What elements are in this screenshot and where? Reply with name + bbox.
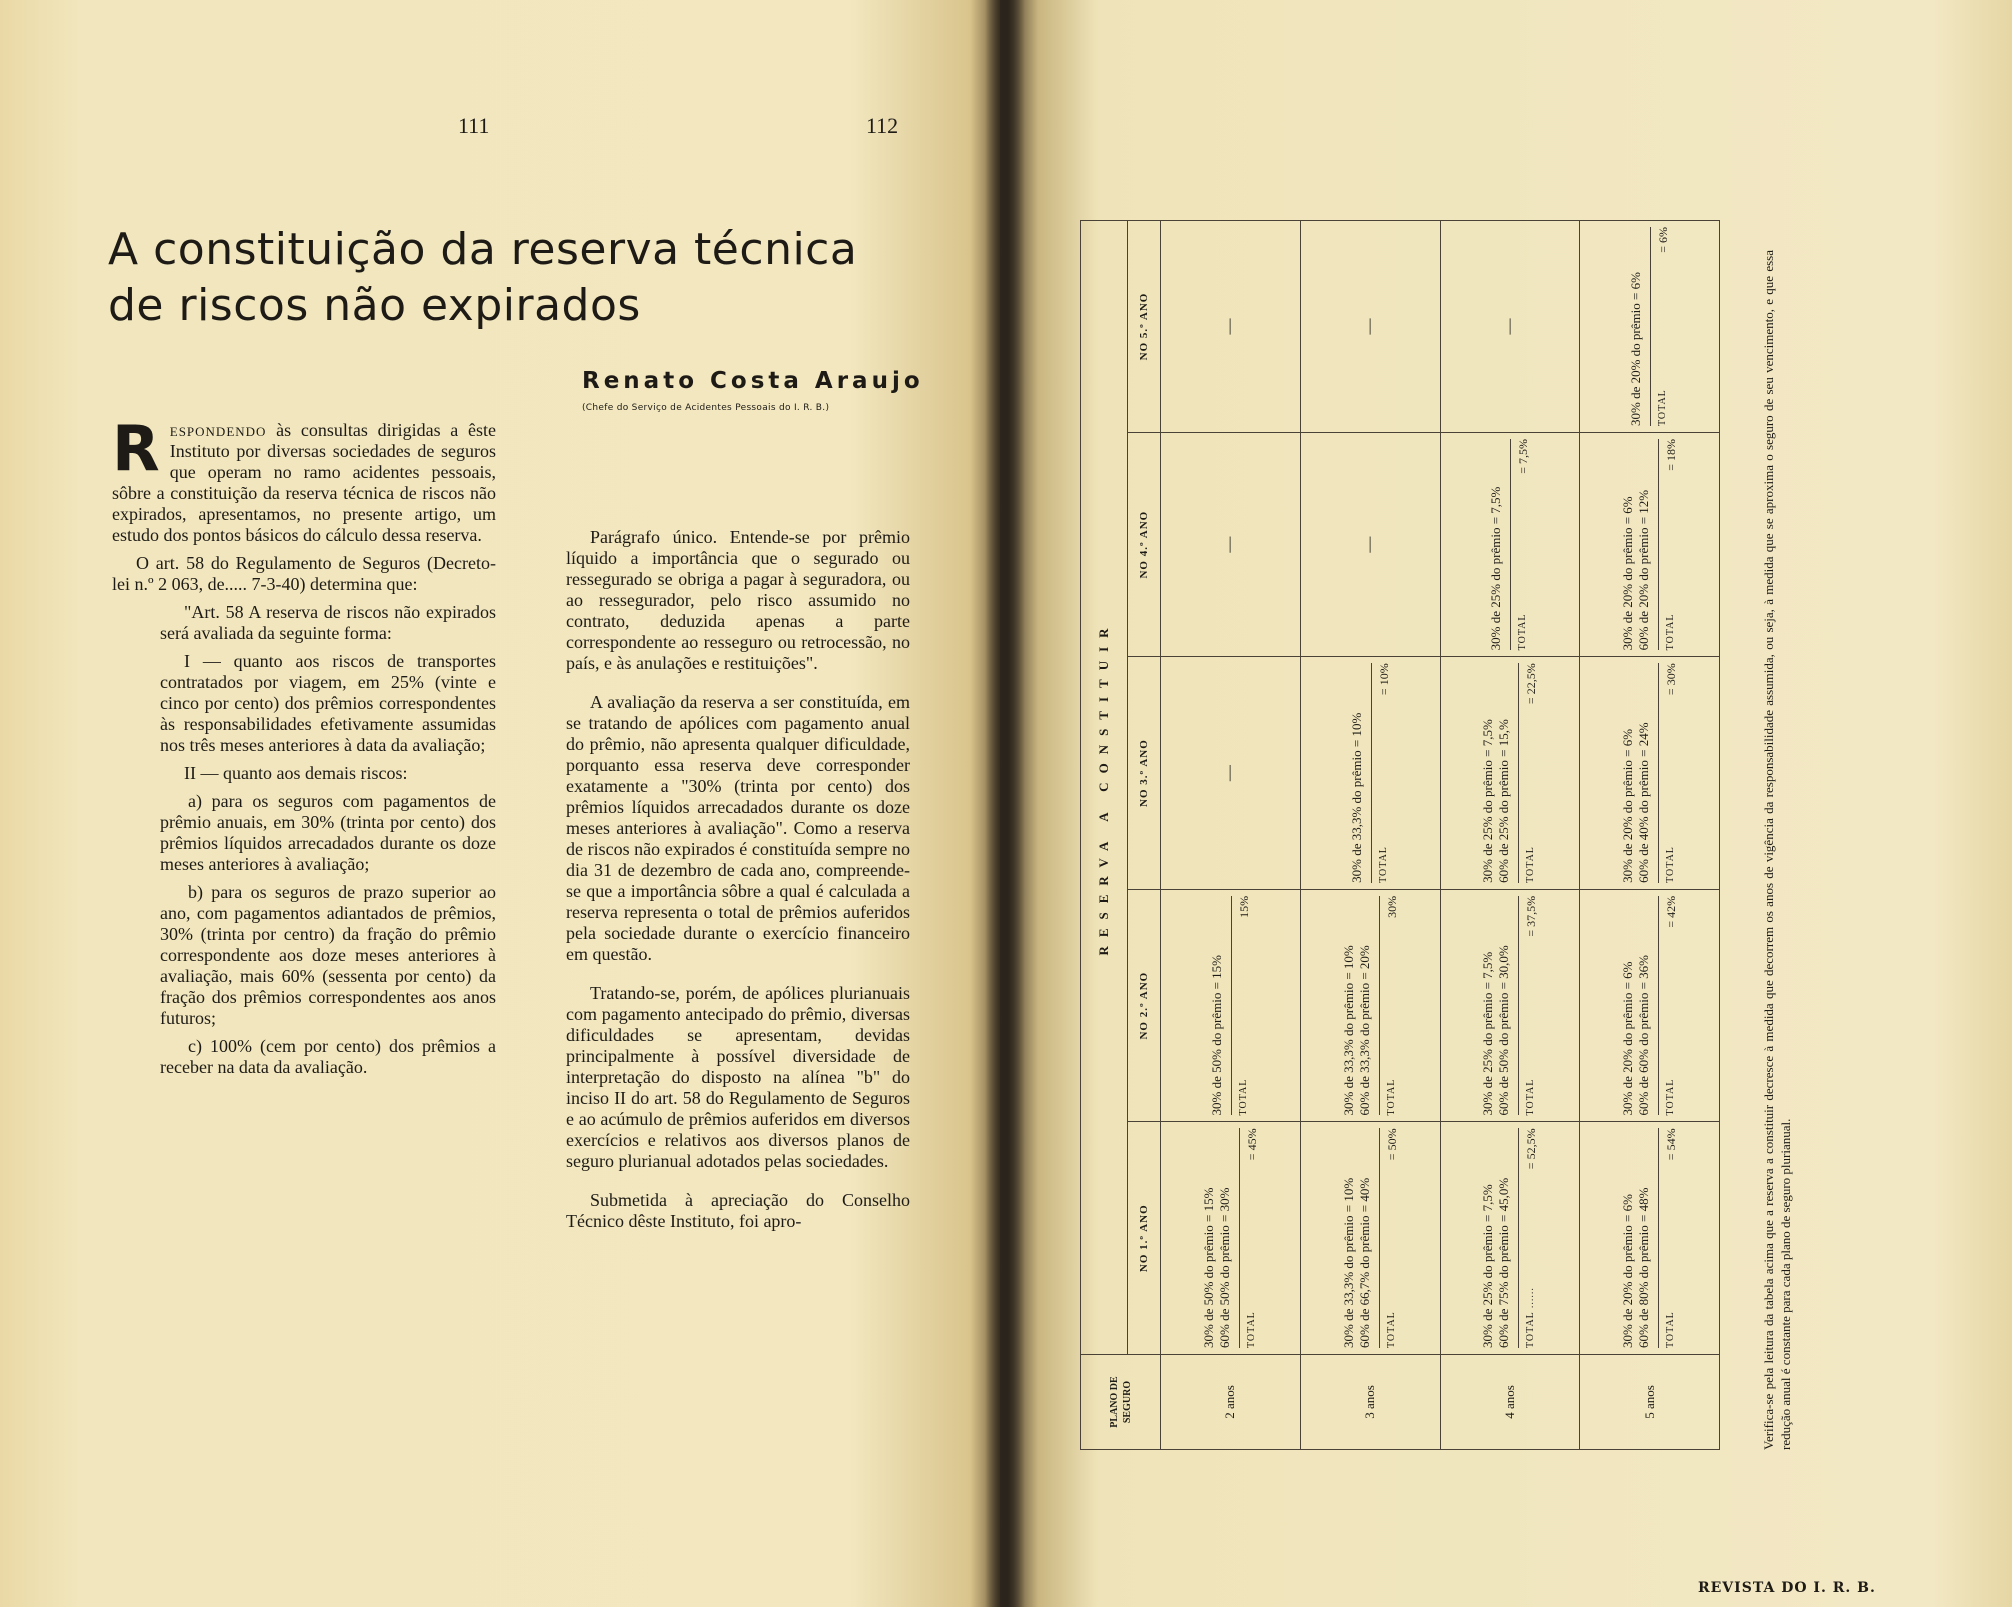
total-label: TOTAL [1657,389,1669,426]
title-line-2: de riscos não expirados [108,280,641,331]
total-label: TOTAL [1665,613,1677,651]
cell-total [1658,439,1679,650]
cell-line: 30% de 20% do prêmio = 6% [1620,496,1636,651]
total-value: = 7,5% [1516,439,1531,474]
table-row [1440,221,1580,1450]
cell-total [1510,439,1531,650]
cell-total [1379,1128,1400,1348]
drop-cap: R [112,412,160,485]
cell-line: 30% de 33,3% do prêmio = 10% [1348,712,1364,883]
cell-line: 60% de 40% do prêmio = 24% [1636,722,1652,883]
year-cell-empty [1300,433,1440,657]
left-page [0,0,1000,1607]
cell-total [1518,896,1539,1116]
quote-item-b: b) para os seguros de prazo superior ao ano, com pagamentos adiantados de prêmios, 30% (trinta por centro) da fração do prêmio correspondente aos doze meses anteriores à avaliação, mais 60% (sessenta por cento) da fração dos prêmios correspondentes aos anos futuros; [160,882,496,1028]
year-cell [1440,657,1580,890]
total-label: TOTAL [1385,1311,1397,1348]
quote-paragraph: I — quanto aos riscos de transportes contratados por viagem, em 25% (vinte e cinco por cento) dos prêmios correspondentes às responsabilidades efetivamente assumidas nos três meses anteriores à data da avaliação; [160,651,496,755]
book-gutter [985,0,1025,1607]
year-cell [1580,1122,1720,1355]
rotated-table [1080,220,1870,1450]
table-row [1300,221,1440,1450]
table-row [1580,221,1720,1450]
total-value: = 30% [1664,663,1679,696]
cell-line: 30% de 50% do prêmio = 15% [1200,1187,1216,1348]
year-cell [1161,889,1301,1122]
quote-item-a: a) para os seguros com pagamentos de prêmio anuais, em 30% (trinta por cento) dos prêmios líquidos arrecadados durante os doze meses anteriores à avaliação; [160,791,496,874]
cell-line: 30% de 25% do prêmio = 7,5% [1480,951,1496,1116]
total-value: 30% [1384,895,1399,918]
total-value: 15% [1236,895,1251,918]
year-cell [1300,889,1440,1122]
dash: — [1361,318,1379,335]
cell-line: 30% de 25% do prêmio = 7,5% [1480,719,1496,883]
cell-line: 60% de 80% do prêmio = 48% [1636,1187,1652,1348]
plan-cell: 3 anos [1300,1355,1440,1450]
dash: — [1221,536,1239,553]
year-cell [1440,1122,1580,1355]
year-cell-empty [1161,657,1301,890]
total-label: TOTAL ...... [1525,1287,1537,1348]
cell-line: 60% de 50% do prêmio = 30% [1216,1187,1232,1348]
year-cell-empty [1440,221,1580,433]
total-label: TOTAL [1525,846,1537,883]
cell-total [1658,896,1679,1116]
total-label: TOTAL [1385,1078,1397,1116]
cell-line: 30% de 25% do prêmio = 7,5% [1488,486,1504,651]
total-value: = 37,5% [1524,895,1539,937]
year-cell [1580,433,1720,657]
total-label: TOTAL [1665,846,1677,883]
year-header: NO 4.º ANO [1128,433,1161,657]
cell-total [1518,663,1539,883]
year-cell [1300,657,1440,890]
year-cell [1161,1122,1301,1355]
dash: — [1500,318,1518,335]
cell-line: 30% de 20% do prêmio = 6% [1620,961,1636,1116]
cell-total [1518,1128,1539,1348]
quote-paragraph: II — quanto aos demais riscos: [184,763,408,783]
year-cell [1580,889,1720,1122]
dash: — [1361,536,1379,553]
paragraph: Tratando-se, porém, de apólices plurianuais com pagamento antecipado do prêmio, diversas dificuldades se apresentam, devidas principalmente à possível diversidade de interpretação do disposto na alínea "b" do inciso II do art. 58 do Regulamento de Seguros e ao acúmulo de prêmios auferidos em diversos exercícios e relativos aos diversos planos de seguro plurianual adotados pelas sociedades. [566,983,910,1171]
cell-line: 60% de 20% do prêmio = 12% [1636,489,1652,651]
paragraph: A avaliação da reserva a ser constituída, em se tratando de apólices com pagamento anual do prêmio, não apresenta qualquer dificuldade, porquanto essa reserva deve corresponder exatamente a "30% (trinta por cento) dos prêmios líquidos arrecadados durante os doze meses anteriores à avaliação". Como a reserva de riscos não expirados é constituída sempre no dia 31 de dezembro de cada ano, compreende-se que a importância sôbre a qual é calculada a reserva representa o total de prêmios auferidos pela sociedade durante o exercício financeiro em questão. [566,692,910,964]
cell-line: 30% de 20% do prêmio = 6% [1620,1194,1636,1348]
total-value: = 45% [1244,1128,1259,1161]
year-header: NO 5.º ANO [1128,221,1161,433]
paragraph: Submetida à apreciação do Conselho Técnico dêste Instituto, foi apro- [566,1190,910,1231]
plan-cell: 5 anos [1580,1355,1720,1450]
cell-line: 30% de 20% do prêmio = 6% [1628,272,1644,426]
total-label: TOTAL [1377,846,1389,883]
intro-paragraph [112,412,497,546]
plan-cell: 2 anos [1161,1355,1301,1450]
title-line-1: A constituição da reserva técnica [108,224,858,275]
cell-line: 60% de 25% do prêmio = 15,% [1496,719,1512,883]
year-cell [1440,889,1580,1122]
year-header: NO 1.º ANO [1128,1122,1161,1355]
paragraph: Parágrafo único. Entende-se por prêmio líquido a importância que o segurado ou ressegurado se obriga a pagar à seguradora, ou ao ressegurador, pelo risco assumido no contrato, deduzida apenas a parte correspondente ao resseguro ou retrocessão, no país, e às anulações e restituições". [566,527,910,673]
cell-total [1650,227,1671,426]
text-column-2 [566,527,910,1239]
year-cell-empty [1300,221,1440,433]
quote-paragraph: "Art. 58 A reserva de riscos não expirados será avaliada da seguinte forma: [160,602,496,643]
total-label: TOTAL [1237,1078,1249,1116]
year-cell [1580,657,1720,890]
total-value: = 18% [1664,439,1679,471]
paragraph: O art. 58 do Regulamento de Seguros (Decreto-lei n.º 2 063, de..... 7-3-40) determina que: [112,553,496,594]
year-cell [1440,433,1580,657]
table-row [1161,221,1301,1450]
year-cell-empty [1161,433,1301,657]
total-value: = 42% [1664,895,1679,928]
total-value: = 22,5% [1524,663,1539,705]
right-page [1008,0,2012,1607]
author-name: Renato Costa Araujo [582,368,924,394]
year-cell [1580,221,1720,433]
cell-total [1231,896,1252,1116]
total-value: = 52,5% [1524,1128,1539,1170]
table-footnote: Verifica-se pela leitura da tabela acima que a reserva a constituir decresce à medida que decorrem os anos de vigência da responsabilidade assumida, ou seja, à medida que se aproxima o seguro de seu vencimento, e que essa redução anual é constante para cada plano de seguro plurianual. [1761,250,1793,1450]
total-value: = 6% [1656,227,1671,253]
total-label: TOTAL [1245,1311,1257,1348]
journal-footer: REVISTA DO I. R. B. [1698,1580,1876,1596]
cell-total [1371,663,1392,883]
cell-line: 60% de 50% do prêmio = 30,0% [1496,945,1512,1116]
cell-line: 30% de 20% do prêmio = 6% [1620,728,1636,883]
cell-line: 30% de 25% do prêmio = 7,5% [1480,1184,1496,1348]
author-affiliation: (Chefe do Serviço de Acidentes Pessoais do I. R. B.) [582,403,830,413]
cell-total [1379,896,1400,1116]
cell-total [1239,1128,1260,1348]
total-label: TOTAL [1517,613,1529,651]
quote-item-c: c) 100% (cem por cento) dos prêmios a receber na data da avaliação. [160,1036,496,1077]
year-cell-empty [1161,221,1301,433]
year-cell [1300,1122,1440,1355]
plan-header: PLANO DE SEGURO [1081,1355,1161,1450]
year-header: NO 3.º ANO [1128,657,1161,890]
text-column-1 [112,412,497,1085]
intro-text: às consultas dirigidas a êste Instituto por diversas sociedades de seguros que operam no ramo acidentes pessoais, sôbre a constituição da reserva técnica de riscos não expirados, apresentamos, no presente artigo, um estudo dos pontos básicos do cálculo dessa reserva. [112,420,497,545]
page-number-right: 112 [866,113,899,138]
cell-line: 60% de 60% do prêmio = 36% [1636,955,1652,1116]
total-label: TOTAL [1525,1078,1537,1116]
cell-line: 30% de 50% do prêmio = 15% [1208,955,1224,1116]
cell-total [1658,663,1679,883]
cell-line: 30% de 33,3% do prêmio = 10% [1340,945,1356,1116]
plan-cell: 4 anos [1440,1355,1580,1450]
cell-line: 60% de 33,3% do prêmio = 20% [1356,945,1372,1116]
total-value: = 10% [1376,663,1391,696]
cell-total [1658,1128,1679,1348]
total-value: = 50% [1384,1128,1399,1161]
page-number-left: 111 [458,113,490,138]
year-header: NO 2.º ANO [1128,889,1161,1122]
rotated-table-host [1080,220,1870,1450]
total-label: TOTAL [1665,1078,1677,1116]
total-value: = 54% [1664,1128,1679,1161]
intro-smallcaps: espondendo [169,420,267,440]
group-header: RESERVA A CONSTITUIR [1081,221,1128,1355]
total-label: TOTAL [1665,1311,1677,1348]
cell-line: 60% de 75% do prêmio = 45,0% [1496,1177,1512,1348]
dash: — [1221,318,1239,335]
cell-line: 60% de 66,7% do prêmio = 40% [1356,1177,1372,1348]
dash: — [1221,765,1239,782]
cell-line: 30% de 33,3% do prêmio = 10% [1340,1177,1356,1348]
article-title [108,222,868,334]
reserve-table [1080,220,1720,1450]
